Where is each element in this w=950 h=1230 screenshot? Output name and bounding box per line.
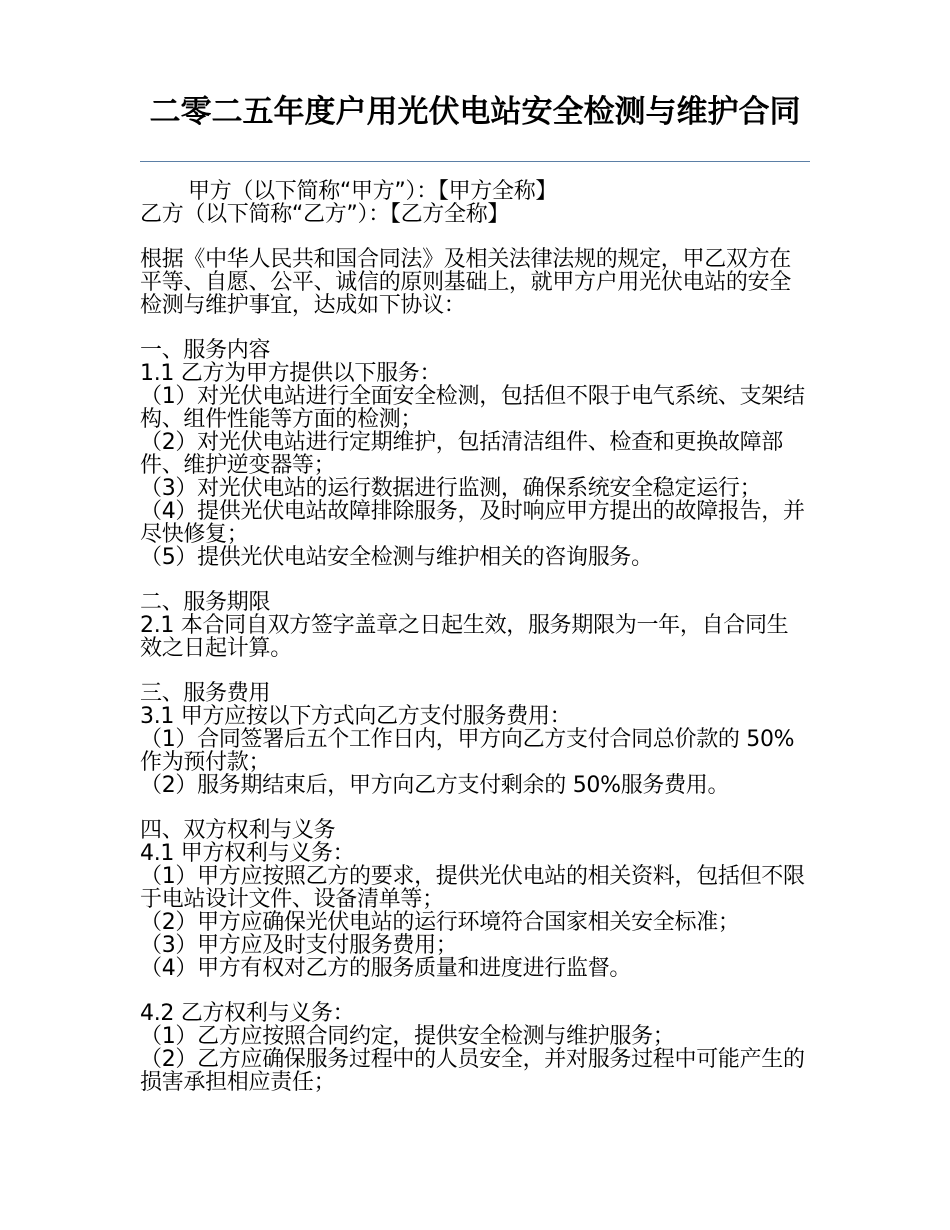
section-rights-obligations <box>140 819 810 980</box>
clause-item: （4）甲方有权对乙方的服务质量和进度进行监督。 <box>140 956 632 981</box>
clause-item: （4）提供光伏电站故障排除服务，及时响应甲方提出的故障报告，并尽快修复； <box>140 499 805 547</box>
title-divider <box>140 161 810 162</box>
section-service-term <box>140 591 810 660</box>
section-service-fee <box>140 682 810 797</box>
party-a-line: 甲方（以下简称“甲方”）：【甲方全称】 <box>188 179 558 204</box>
clause-line: 4.1 甲方权利与义务： <box>140 841 355 866</box>
page-title: 二零二五年度户用光伏电站安全检测与维护合同 <box>149 94 801 130</box>
party-b-line: 乙方（以下简称“乙方”）：【乙方全称】 <box>140 202 510 227</box>
section-party-b-obligations <box>140 1002 810 1094</box>
section-heading: 三、服务费用 <box>140 681 271 706</box>
section-service-content <box>140 339 810 569</box>
document-body <box>140 180 810 1094</box>
clause-line: 3.1 甲方应按以下方式向乙方支付服务费用： <box>140 704 572 729</box>
clause-item: （5）提供光伏电站安全检测与维护相关的咨询服务。 <box>140 545 653 570</box>
section-heading: 四、双方权利与义务 <box>140 818 336 843</box>
section-heading: 一、服务内容 <box>140 338 271 363</box>
clause-item: （2）服务期结束后，甲方向乙方支付剩余的 50%服务费用。 <box>140 773 730 798</box>
clause-line: 1.1 乙方为甲方提供以下服务： <box>140 361 442 386</box>
clause-line: 2.1 本合同自双方签字盖章之日起生效，服务期限为一年，自合同生效之日起计算。 <box>140 613 789 661</box>
clause-item: （2）对光伏电站进行定期维护，包括清洁组件、检查和更换故障部件、维护逆变器等； <box>140 430 783 478</box>
clause-item: （2）甲方应确保光伏电站的运行环境符合国家相关安全标准； <box>140 910 740 935</box>
clause-item: （2）乙方应确保服务过程中的人员安全，并对服务过程中可能产生的损害承担相应责任； <box>140 1047 805 1095</box>
intro-paragraph: 根据《中华人民共和国合同法》及相关法律法规的规定，甲乙双方在平等、自愿、公平、诚信的原则基础上，就甲方户用光伏电站的安全检测与维护事宜，达成如下协议： <box>140 247 792 318</box>
clause-item: （1）甲方应按照乙方的要求，提供光伏电站的相关资料，包括但不限于电站设计文件、设备清单等； <box>140 864 805 912</box>
clause-item: （1）乙方应按照合同约定，提供安全检测与维护服务； <box>140 1024 675 1049</box>
clause-item: （3）对光伏电站的运行数据进行监测，确保系统安全稳定运行； <box>140 476 762 501</box>
clause-item: （3）甲方应及时支付服务费用； <box>140 933 458 958</box>
clause-item: （1）对光伏电站进行全面安全检测，包括但不限于电气系统、支架结构、组件性能等方面的检测； <box>140 384 805 432</box>
clause-item: （1）合同签署后五个工作日内，甲方向乙方支付合同总价款的 50%作为预付款； <box>140 727 795 775</box>
section-heading: 二、服务期限 <box>140 590 271 615</box>
clause-line: 4.2 乙方权利与义务： <box>140 1001 355 1026</box>
